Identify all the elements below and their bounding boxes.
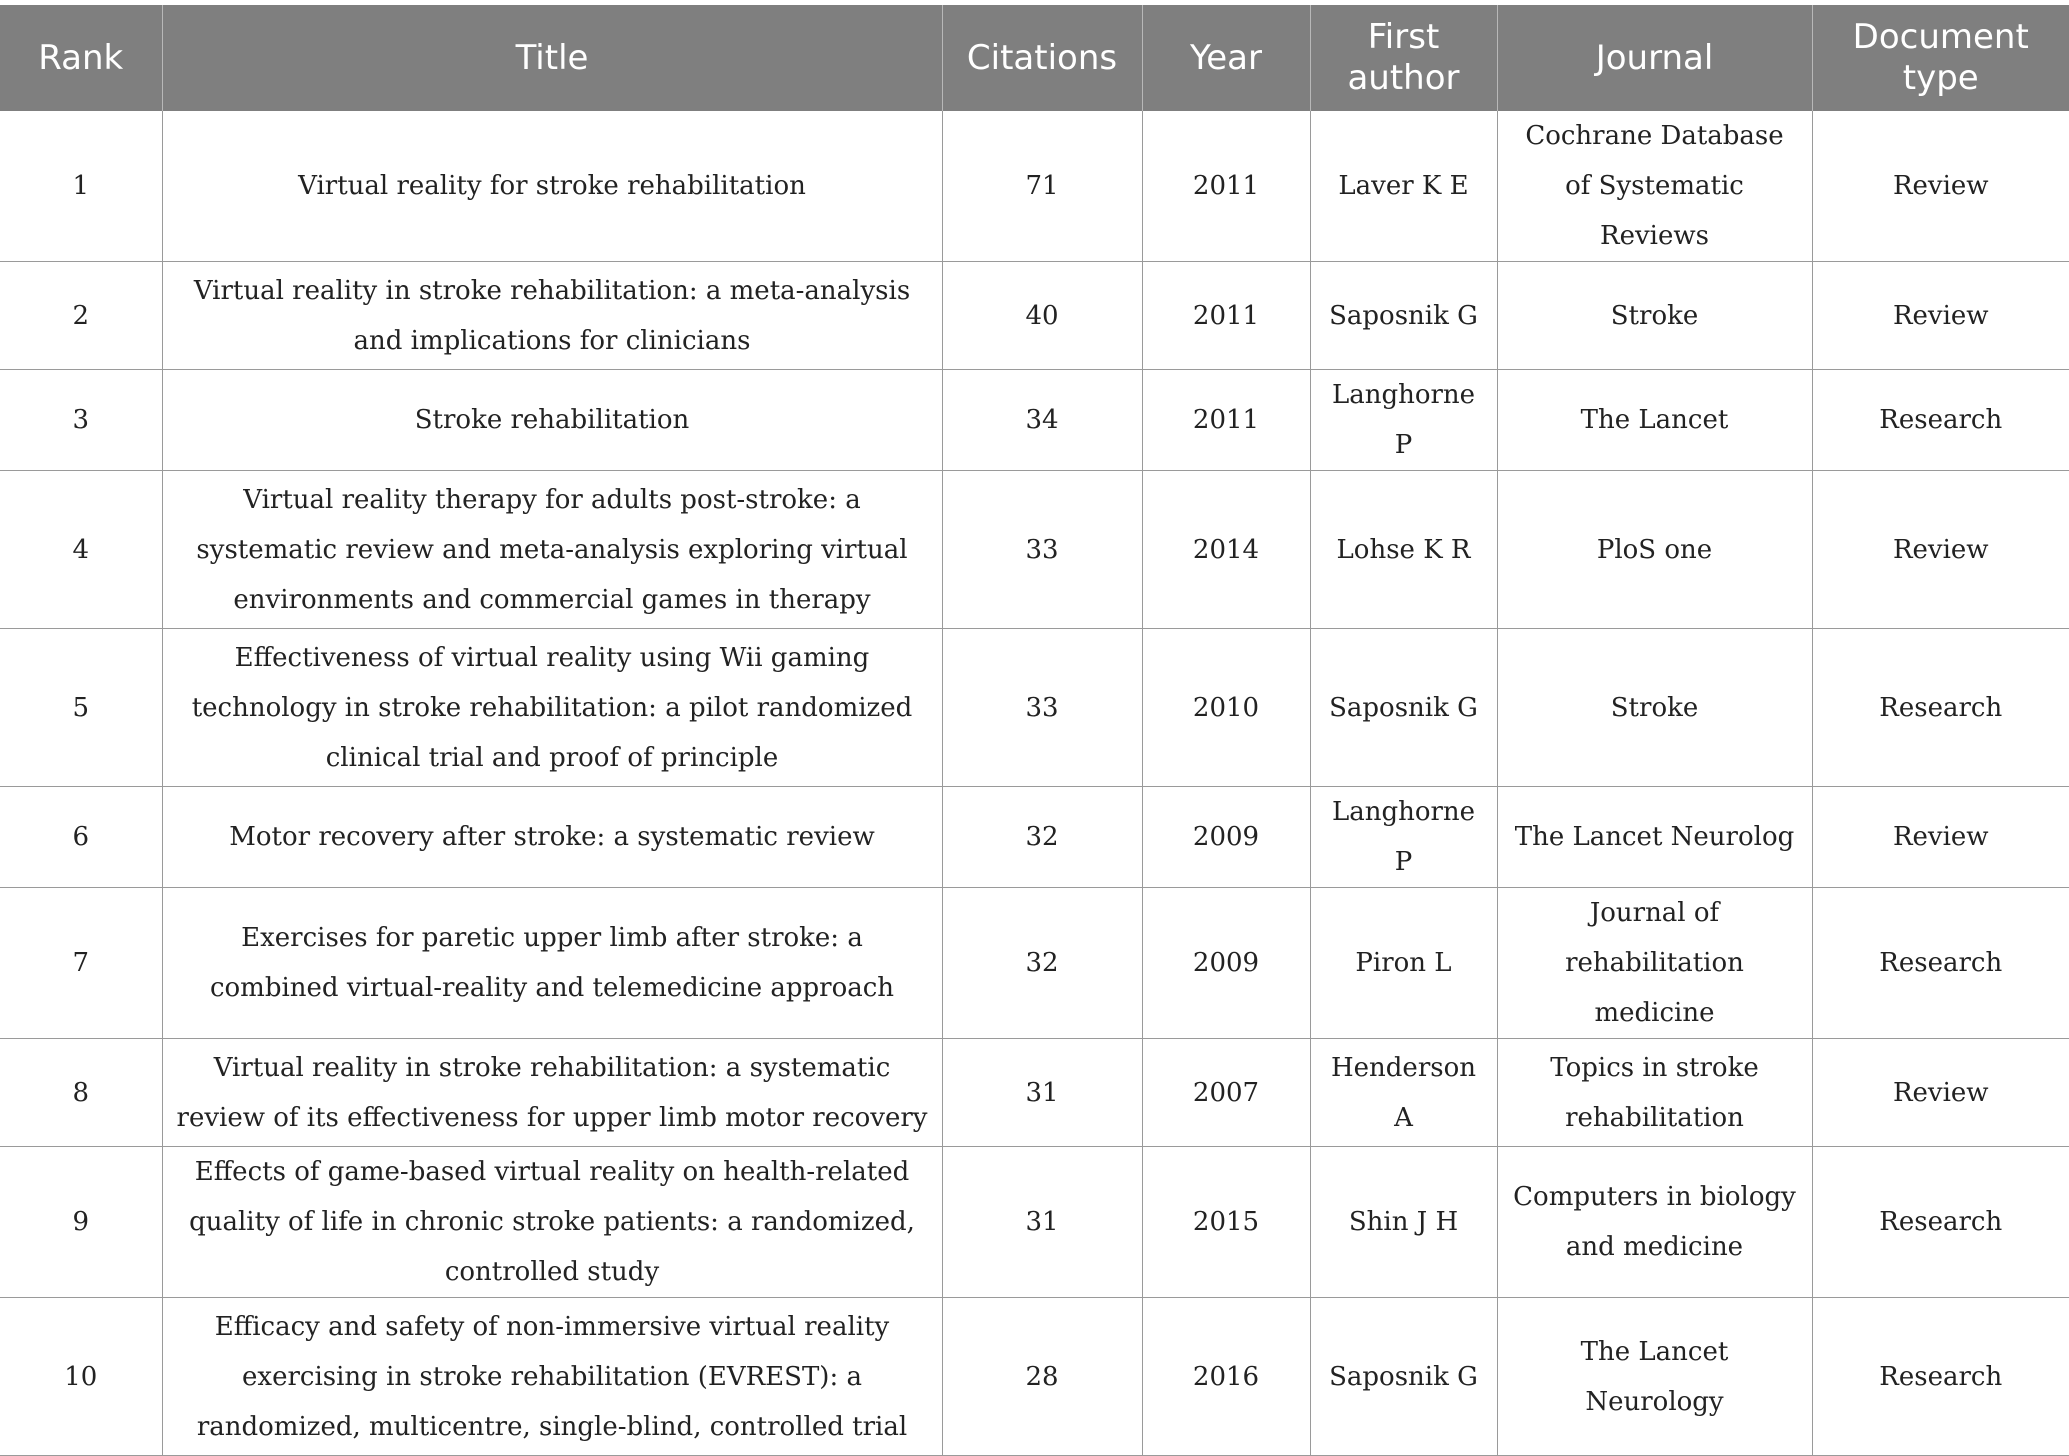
cell-rank: 4 <box>0 471 162 629</box>
cell-first-author: Langhorne P <box>1310 787 1497 888</box>
cell-document-type: Research <box>1812 370 2069 471</box>
header-row <box>0 5 2069 111</box>
cell-journal: PloS one <box>1497 471 1812 629</box>
cell-year: 2009 <box>1142 787 1310 888</box>
cell-document-type: Review <box>1812 1039 2069 1147</box>
header-journal: Journal <box>1497 5 1812 111</box>
table-row <box>0 1298 2069 1456</box>
cell-first-author: Langhorne P <box>1310 370 1497 471</box>
cell-rank: 3 <box>0 370 162 471</box>
header-document-type: Document type <box>1812 5 2069 111</box>
cell-citations: 31 <box>942 1147 1142 1298</box>
cell-year: 2011 <box>1142 262 1310 370</box>
cell-rank: 5 <box>0 629 162 787</box>
cell-document-type: Review <box>1812 787 2069 888</box>
table-row <box>0 370 2069 471</box>
cell-citations: 32 <box>942 888 1142 1039</box>
cell-title: Stroke rehabilitation <box>162 370 942 471</box>
table-row <box>0 111 2069 262</box>
cell-journal: Stroke <box>1497 629 1812 787</box>
cell-journal: Stroke <box>1497 262 1812 370</box>
cell-title: Virtual reality therapy for adults post-stroke: a systematic review and meta-analysis exploring virtual environments and commercial games in therapy <box>162 471 942 629</box>
cell-citations: 31 <box>942 1039 1142 1147</box>
header-citations: Citations <box>942 5 1142 111</box>
cell-rank: 6 <box>0 787 162 888</box>
cell-citations: 33 <box>942 629 1142 787</box>
table-header <box>0 5 2069 111</box>
cell-title: Virtual reality in stroke rehabilitation: a meta-analysis and implications for clinicians <box>162 262 942 370</box>
table-row <box>0 262 2069 370</box>
cell-year: 2009 <box>1142 888 1310 1039</box>
cell-journal: Journal of rehabilitation medicine <box>1497 888 1812 1039</box>
cell-document-type: Review <box>1812 262 2069 370</box>
cell-first-author: Lohse K R <box>1310 471 1497 629</box>
cell-title: Efficacy and safety of non-immersive virtual reality exercising in stroke rehabilitation (EVREST): a randomized, multicentre, single-blind, controlled trial <box>162 1298 942 1456</box>
table-body <box>0 111 2069 1456</box>
cell-title: Virtual reality for stroke rehabilitation <box>162 111 942 262</box>
cell-citations: 32 <box>942 787 1142 888</box>
cell-year: 2007 <box>1142 1039 1310 1147</box>
cell-citations: 71 <box>942 111 1142 262</box>
cell-rank: 9 <box>0 1147 162 1298</box>
cell-title: Effectiveness of virtual reality using Wii gaming technology in stroke rehabilitation: a pilot randomized clinical trial and proof of principle <box>162 629 942 787</box>
header-rank: Rank <box>0 5 162 111</box>
table-row <box>0 1039 2069 1147</box>
cell-title: Motor recovery after stroke: a systematic review <box>162 787 942 888</box>
cell-journal: Topics in stroke rehabilitation <box>1497 1039 1812 1147</box>
cell-journal: The Lancet <box>1497 370 1812 471</box>
cell-year: 2011 <box>1142 111 1310 262</box>
cell-document-type: Research <box>1812 629 2069 787</box>
cell-rank: 7 <box>0 888 162 1039</box>
cell-rank: 10 <box>0 1298 162 1456</box>
cell-year: 2010 <box>1142 629 1310 787</box>
cell-rank: 1 <box>0 111 162 262</box>
cell-citations: 40 <box>942 262 1142 370</box>
cell-document-type: Research <box>1812 888 2069 1039</box>
cell-first-author: Saposnik G <box>1310 1298 1497 1456</box>
cell-citations: 34 <box>942 370 1142 471</box>
cell-first-author: Saposnik G <box>1310 262 1497 370</box>
cell-year: 2015 <box>1142 1147 1310 1298</box>
cell-first-author: Laver K E <box>1310 111 1497 262</box>
cell-rank: 8 <box>0 1039 162 1147</box>
cell-first-author: Shin J H <box>1310 1147 1497 1298</box>
cell-journal: Cochrane Database of Systematic Reviews <box>1497 111 1812 262</box>
table-row <box>0 888 2069 1039</box>
header-year: Year <box>1142 5 1310 111</box>
cell-first-author: Saposnik G <box>1310 629 1497 787</box>
cell-journal: The Lancet Neurolog <box>1497 787 1812 888</box>
cell-rank: 2 <box>0 262 162 370</box>
cell-first-author: Piron L <box>1310 888 1497 1039</box>
cell-document-type: Research <box>1812 1298 2069 1456</box>
cell-title: Exercises for paretic upper limb after stroke: a combined virtual-reality and telemedicine approach <box>162 888 942 1039</box>
top-cited-papers-table <box>0 5 2069 1456</box>
cell-journal: The Lancet Neurology <box>1497 1298 1812 1456</box>
cell-citations: 28 <box>942 1298 1142 1456</box>
cell-document-type: Research <box>1812 1147 2069 1298</box>
cell-year: 2011 <box>1142 370 1310 471</box>
cell-year: 2016 <box>1142 1298 1310 1456</box>
cell-journal: Computers in biology and medicine <box>1497 1147 1812 1298</box>
header-title: Title <box>162 5 942 111</box>
cell-title: Virtual reality in stroke rehabilitation: a systematic review of its effectiveness for upper limb motor recovery <box>162 1039 942 1147</box>
cell-document-type: Review <box>1812 471 2069 629</box>
table-row <box>0 471 2069 629</box>
citations-table-container <box>0 5 2069 1456</box>
cell-title: Effects of game-based virtual reality on health-related quality of life in chronic stroke patients: a randomized, controlled study <box>162 1147 942 1298</box>
cell-year: 2014 <box>1142 471 1310 629</box>
table-row <box>0 629 2069 787</box>
cell-first-author: Henderson A <box>1310 1039 1497 1147</box>
table-row <box>0 1147 2069 1298</box>
cell-document-type: Review <box>1812 111 2069 262</box>
header-first-author: First author <box>1310 5 1497 111</box>
table-row <box>0 787 2069 888</box>
cell-citations: 33 <box>942 471 1142 629</box>
